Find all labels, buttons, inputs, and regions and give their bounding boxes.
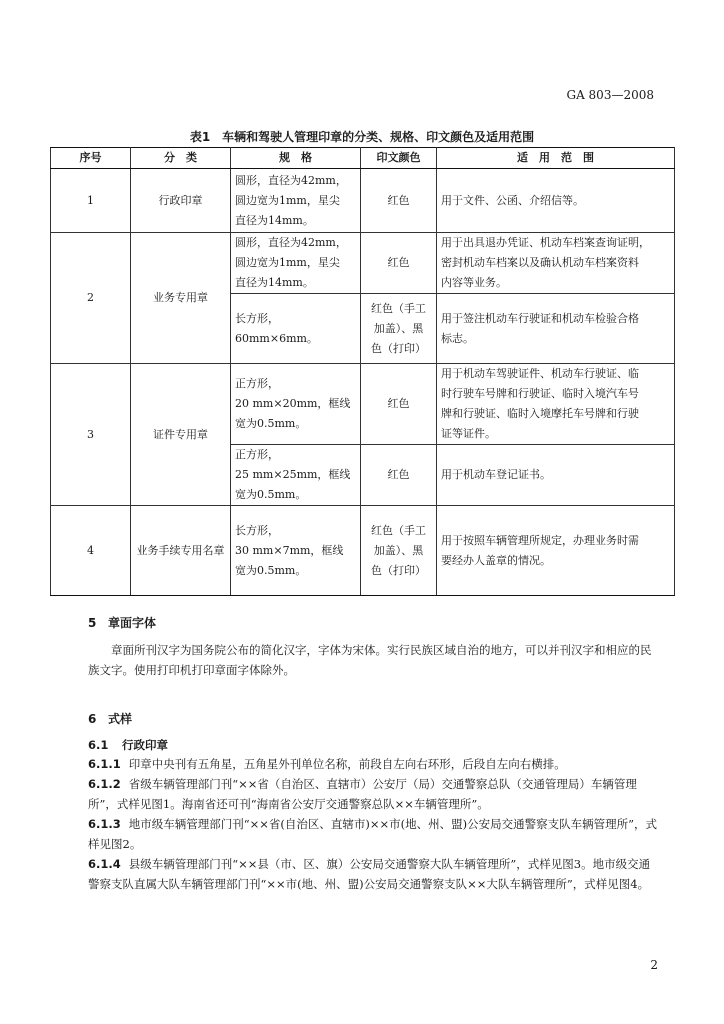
section-6-1-heading: 6.1 行政印章 (88, 738, 168, 752)
row-spec: 长方形， 30 mm×7mm，框线 宽为0.5mm。 (231, 506, 361, 596)
clause-6-1-4: 6.1.4 县级车辆管理部门刊“××县（市、区、旗）公安局交通警察大队车辆管理所”，式样见图3。地市级交通警察支队直属大队车辆管理部门刊“××市(地、州、盟)公安局交通警察支队××大队车辆管理所”，式样见图4。 (88, 857, 651, 891)
row-category: 业务专用章 (131, 233, 231, 364)
col-header-color: 印文颜色 (361, 148, 437, 169)
row-scope: 用于按照车辆管理所规定，办理业务时需 要经办人盖章的情况。 (437, 506, 675, 596)
col-header-spec: 规 格 (231, 148, 361, 169)
row-scope: 用于机动车驾驶证件、机动车行驶证、临 时行驶车号牌和行驶证、临时入境汽车号 牌和行驶证、临时入境摩托车号牌和行驶 证等证件。 (437, 364, 675, 445)
row-scope: 用于机动车登记证书。 (437, 445, 675, 506)
section-6-heading: 6 式样 (88, 712, 133, 726)
table-title: 表1 车辆和驾驶人管理印章的分类、规格、印文颜色及适用范围 (189, 130, 535, 144)
clause-6-1-2: 6.1.2 省级车辆管理部门刊“××省（自治区、直辖市）公安厅（局）交通警察总队（交通管理局）车辆管理所”，式样见图1。海南省还可刊“海南省公安厅交通警察总队××车辆管理所”。 (88, 777, 637, 811)
table-row (51, 233, 675, 294)
row-color: 红色 (361, 364, 437, 445)
row-spec: 圆形，直径为42mm， 圆边宽为1mm，星尖 直径为14mm。 (231, 169, 361, 233)
row-category: 业务手续专用名章 (131, 506, 231, 596)
clause-6-1-3: 6.1.3 地市级车辆管理部门刊“××省(自治区、直辖市)××市(地、州、盟)公安局交通警察支队车辆管理所”，式样见图2。 (88, 817, 657, 851)
row-spec: 正方形， 25 mm×25mm，框线 宽为0.5mm。 (231, 445, 361, 506)
section-5-heading: 5 章面字体 (88, 616, 157, 630)
row-category: 行政印章 (131, 169, 231, 233)
row-scope: 用于文件、公函、介绍信等。 (437, 169, 675, 233)
col-header-no: 序号 (51, 148, 131, 169)
row-color: 红色（手工 加盖）、黑 色（打印） (361, 506, 437, 596)
row-spec: 正方形， 20 mm×20mm，框线 宽为0.5mm。 (231, 364, 361, 445)
row-scope: 用于签注机动车行驶证和机动车检验合格 标志。 (437, 294, 675, 364)
row-color: 红色 (361, 445, 437, 506)
col-header-scope: 适 用 范 围 (437, 148, 675, 169)
col-header-category: 分 类 (131, 148, 231, 169)
row-color: 红色 (361, 169, 437, 233)
table-row (51, 506, 675, 596)
row-color: 红色 (361, 233, 437, 294)
row-number: 1 (51, 169, 131, 233)
row-color: 红色（手工 加盖）、黑 色（打印） (361, 294, 437, 364)
row-spec: 长方形， 60mm×6mm。 (231, 294, 361, 364)
clause-6-1-1: 6.1.1 印章中央刊有五角星，五角星外刊单位名称，前段自左向右环形，后段自左向右横排。 (88, 757, 566, 771)
table-row (51, 364, 675, 445)
page-number: 2 (650, 958, 658, 972)
section-5-body: 章面所刊汉字为国务院公布的简化汉字，字体为宋体。实行民族区域自治的地方，可以并刊汉字和相应的民族文字。使用打印机打印章面字体除外。 (88, 643, 652, 677)
row-scope: 用于出具退办凭证、机动车档案查询证明， 密封机动车档案以及确认机动车档案资料 内容等业务。 (437, 233, 675, 294)
row-number: 4 (51, 506, 131, 596)
row-number: 3 (51, 364, 131, 506)
row-number: 2 (51, 233, 131, 364)
row-category: 证件专用章 (131, 364, 231, 506)
table-header-row (51, 148, 675, 169)
row-spec: 圆形，直径为42mm， 圆边宽为1mm，星尖 直径为14mm。 (231, 233, 361, 294)
standard-code: GA 803—2008 (566, 88, 654, 102)
spec-table (50, 147, 675, 596)
section-6-1-clauses (88, 754, 658, 894)
table-row (51, 169, 675, 233)
